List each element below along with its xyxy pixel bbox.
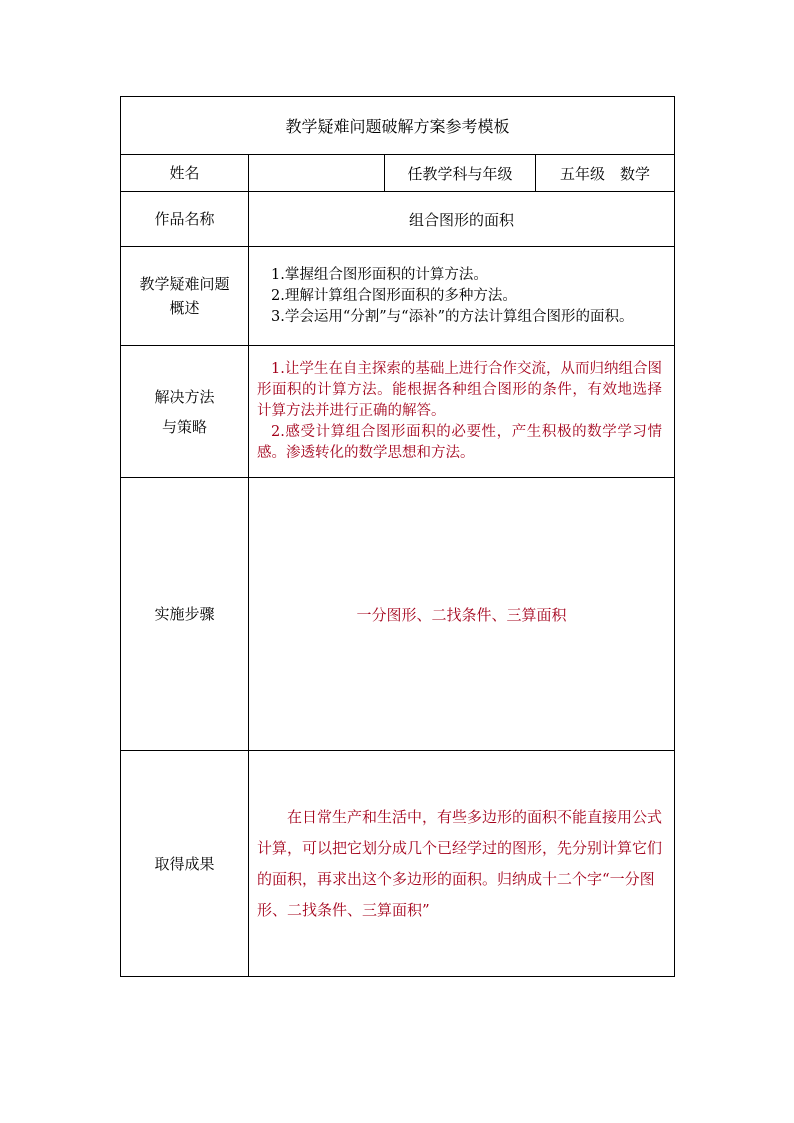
strategy-content: [249, 346, 675, 478]
results-label: 取得成果: [121, 751, 249, 977]
problem-line: 1.掌握组合图形面积的计算方法。: [271, 266, 488, 283]
problem-line: 3.学会运用“分割”与“添补”的方法计算组合图形的面积。: [271, 308, 634, 325]
results-content: [249, 751, 675, 977]
problem-content: [249, 247, 675, 346]
subject-value: 五年级 数学: [536, 155, 675, 192]
problem-line: 2.理解计算组合图形面积的多种方法。: [271, 287, 517, 304]
results-text: 在日常生产和生活中，有些多边形的面积不能直接用公式计算，可以把它划分成几个已经学过的图形，先分别计算它们的面积，再求出这个多边形的面积。归纳成十二个字“一分图形、二找条件、三算面积”: [257, 807, 663, 919]
work-label: 作品名称: [121, 192, 249, 247]
subject-label: 任教学科与年级: [385, 155, 536, 192]
name-label: 姓名: [121, 155, 249, 192]
plan-table: [120, 96, 675, 977]
strategy-label: 解决方法与策略: [121, 346, 249, 478]
strategy-paragraph: 1.让学生在自主探索的基础上进行合作交流，从而归纳组合图形面积的计算方法。能根据各种组合图形的条件，有效地选择计算方法并进行正确的解答。: [257, 361, 663, 419]
strategy-paragraph: 2.感受计算组合图形面积的必要性，产生积极的数学学习情感。渗透转化的数学思想和方法。: [257, 424, 663, 461]
name-value: [249, 155, 385, 192]
document-title: 教学疑难问题破解方案参考模板: [121, 97, 675, 155]
steps-value: 一分图形、二找条件、三算面积: [249, 478, 675, 751]
work-value: 组合图形的面积: [249, 192, 675, 247]
steps-label: 实施步骤: [121, 478, 249, 751]
problem-label: 教学疑难问题概述: [121, 247, 249, 346]
